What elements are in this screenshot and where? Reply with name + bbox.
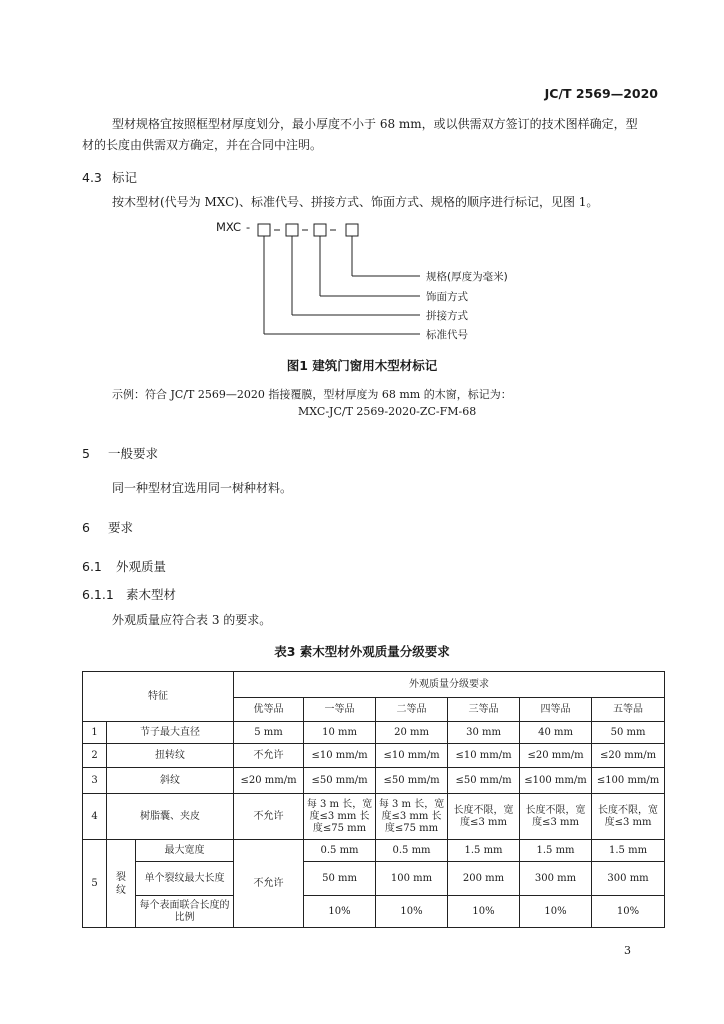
cell: 10% [376,896,448,928]
row-number: 3 [83,768,107,794]
cell: 50 mm [592,722,665,744]
cell: 1.5 mm [520,840,592,862]
cell: 1.5 mm [592,840,665,862]
section-4-3-text: 按木型材(代号为 MXC)、标准代号、拼接方式、饰面方式、规格的顺序进行标记，见图 1。 [112,195,599,209]
table-row [83,722,665,744]
feature-header: 特征 [83,672,234,722]
table-row-crack-ratio [83,896,665,928]
grade-header: 一等品 [304,698,376,722]
cell: 10% [520,896,592,928]
table-row-crack-length [83,862,665,896]
standard-number: JC/T 2569—2020 [544,86,658,101]
row-number: 2 [83,744,107,768]
label-spec: 规格(厚度为毫米) [426,271,508,283]
table-row [83,744,665,768]
section-number: 4.3 [82,170,102,185]
label-standard-code: 标准代号 [426,329,468,341]
cell: 每 3 m 长，宽度≤3 mm 长度≤75 mm [304,794,376,840]
table-3-caption: 表3 素木型材外观质量分级要求 [274,644,450,659]
cell: 40 mm [520,722,592,744]
row-feature: 斜纹 [107,768,234,794]
cell: 不允许 [234,744,304,768]
cell: ≤10 mm/m [304,744,376,768]
cell: 30 mm [448,722,520,744]
row-number: 1 [83,722,107,744]
table-row [83,794,665,840]
label-finish: 饰面方式 [426,291,468,303]
table-row [83,768,665,794]
cell-not-allowed: 不允许 [234,840,304,928]
section-title: 标记 [112,170,138,185]
mxc-dash: - [246,220,251,234]
cell: 20 mm [376,722,448,744]
grade-header: 五等品 [592,698,665,722]
intro-line-2: 材的长度由供需双方确定，并在合同中注明。 [82,138,323,152]
cell: 长度不限，宽度≤3 mm [520,794,592,840]
cell: ≤50 mm/m [448,768,520,794]
page-number: 3 [624,944,631,957]
section-6-1-1-text: 外观质量应符合表 3 的要求。 [112,613,272,627]
table-row-crack-width [83,840,665,862]
section-number: 6 [82,520,90,535]
figure-1-caption: 图1 建筑门窗用木型材标记 [286,358,438,373]
grade-header: 四等品 [520,698,592,722]
label-joint: 拼接方式 [426,310,468,322]
cell: 1.5 mm [448,840,520,862]
grade-header: 三等品 [448,698,520,722]
section-title: 外观质量 [116,559,167,574]
row-feature: 单个裂纹最大长度 [136,862,234,896]
table-header-row [83,672,665,698]
cell: 不允许 [234,794,304,840]
cell: 长度不限，宽度≤3 mm [592,794,665,840]
cell: ≤10 mm/m [376,744,448,768]
section-6-1-1-heading [82,585,176,603]
row-number: 5 [83,840,107,928]
cell: 10% [592,896,665,928]
intro-paragraph [112,114,672,135]
row-feature: 每个表面联合长度的比例 [136,896,234,928]
cell: 300 mm [592,862,665,896]
section-title: 要求 [108,520,134,535]
row-feature: 节子最大直径 [107,722,234,744]
row-feature: 最大宽度 [136,840,234,862]
cell: 50 mm [304,862,376,896]
section-5-text: 同一种型材宜选用同一树种材料。 [112,481,293,495]
cell: ≤10 mm/m [448,744,520,768]
cell: ≤100 mm/m [520,768,592,794]
section-5-heading [82,444,158,462]
cell: 长度不限，宽度≤3 mm [448,794,520,840]
row-feature: 树脂囊、夹皮 [107,794,234,840]
example-line-1: 示例：符合 JC/T 2569—2020 指接覆膜，型材厚度为 68 mm 的木窗，标记为： [112,388,512,401]
cell: ≤50 mm/m [376,768,448,794]
cell: ≤20 mm/m [520,744,592,768]
section-number: 6.1 [82,559,102,574]
group-header: 外观质量分级要求 [234,672,665,698]
cell: 10% [448,896,520,928]
cell: 100 mm [376,862,448,896]
section-title: 一般要求 [108,446,159,461]
intro-line-1: 型材规格宜按照框型材厚度划分，最小厚度不小于 68 mm，或以供需双方签订的技术图样确定，型 [112,117,638,131]
cell: 5 mm [234,722,304,744]
cell: ≤20 mm/m [234,768,304,794]
section-6-heading [82,518,133,536]
section-number: 6.1.1 [82,587,114,602]
cell: 10% [304,896,376,928]
crack-label-text: 裂纹 [116,871,126,896]
crack-label [107,840,136,928]
section-number: 5 [82,446,90,461]
grade-header: 二等品 [376,698,448,722]
cell: 300 mm [520,862,592,896]
mxc-prefix: MXC [216,220,241,234]
cell: 0.5 mm [376,840,448,862]
section-title: 素木型材 [126,587,177,602]
cell: 0.5 mm [304,840,376,862]
row-number: 4 [83,794,107,840]
grade-header: 优等品 [234,698,304,722]
table-3 [82,671,665,928]
cell: ≤100 mm/m [592,768,665,794]
section-4-3-heading [82,168,137,186]
cell: ≤50 mm/m [304,768,376,794]
cell: ≤20 mm/m [592,744,665,768]
cell: 10 mm [304,722,376,744]
section-6-1-heading [82,557,166,575]
example-line-2: MXC-JC/T 2569-2020-ZC-FM-68 [298,405,477,418]
cell: 每 3 m 长，宽度≤3 mm 长度≤75 mm [376,794,448,840]
row-feature: 扭转纹 [107,744,234,768]
cell: 200 mm [448,862,520,896]
